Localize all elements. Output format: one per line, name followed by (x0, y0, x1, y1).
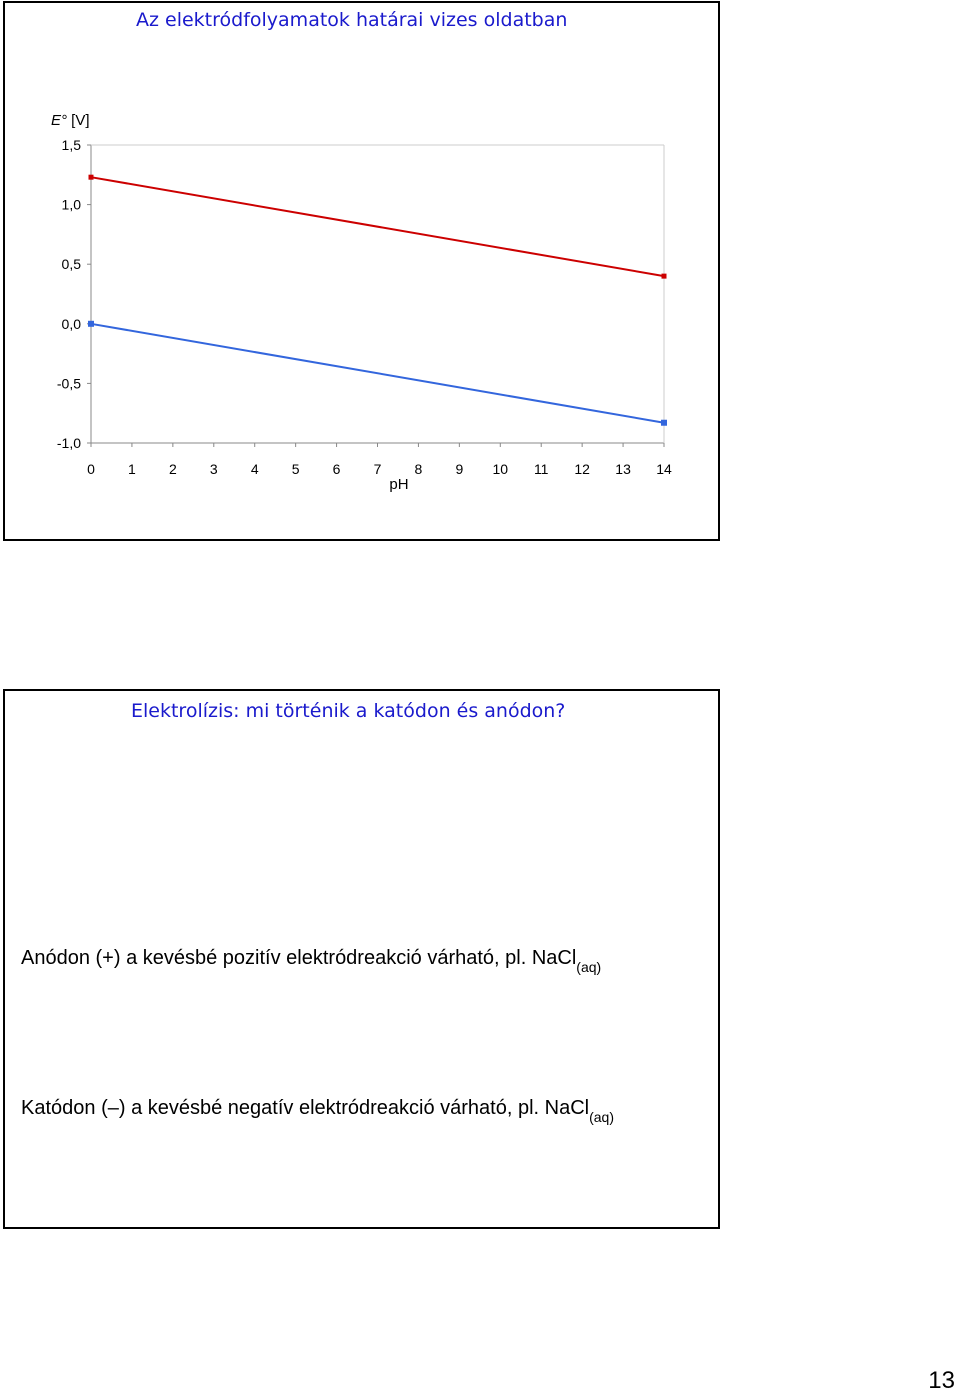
x-tick-label: 7 (373, 461, 382, 477)
hydrogen-line (91, 324, 664, 423)
y-tick-label: 0,0 (61, 315, 81, 332)
hydrogen-line-marker (88, 321, 94, 327)
y-tick-label: 0,5 (61, 256, 81, 273)
page-number: 13 (928, 1367, 955, 1394)
x-tick-label: 10 (492, 461, 509, 477)
x-tick-label: 12 (574, 461, 590, 477)
y-axis-title: E° [V] (51, 112, 90, 129)
x-tick-label: 1 (128, 461, 136, 477)
anode-statement (21, 947, 602, 975)
oxygen-line-marker (662, 274, 667, 279)
y-tick-label: 1,5 (61, 137, 81, 153)
slide-title: Elektrolízis: mi történik a katódon és anódon? (131, 700, 566, 722)
x-tick-label: 11 (533, 461, 549, 477)
cathode-statement (21, 1097, 615, 1125)
cathode-subscript: (aq) (589, 1109, 615, 1125)
x-tick-label: 0 (87, 461, 95, 477)
x-tick-label: 8 (414, 461, 423, 477)
x-tick-label: 6 (332, 461, 341, 477)
anode-subscript: (aq) (576, 959, 602, 975)
y-tick-label: -0,5 (56, 375, 81, 392)
y-tick-label: -1,0 (56, 435, 81, 451)
x-tick-label: 2 (168, 461, 177, 477)
y-tick-label: 1,0 (61, 196, 81, 213)
potential-ph-chart (5, 3, 718, 539)
anode-text: Anódon (+) a kevésbé pozitív elektródreakció várható, pl. NaCl (21, 947, 577, 969)
x-tick-label: 3 (209, 461, 218, 477)
slide-title: Az elektródfolyamatok határai vizes oldatban (136, 9, 568, 31)
oxygen-line (91, 177, 664, 276)
slide-electrolysis (3, 689, 720, 1229)
hydrogen-line-marker (661, 420, 667, 426)
x-tick-label: 4 (250, 461, 259, 477)
x-tick-label: 9 (455, 461, 464, 477)
x-tick-label: 5 (291, 461, 300, 477)
slide-chart (3, 1, 720, 541)
x-axis-title: pH (389, 476, 409, 493)
cathode-text: Katódon (–) a kevésbé negatív elektródreakció várható, pl. NaCl (21, 1097, 590, 1119)
x-tick-label: 14 (656, 461, 672, 477)
x-tick-label: 13 (615, 461, 631, 477)
oxygen-line-marker (89, 175, 94, 180)
